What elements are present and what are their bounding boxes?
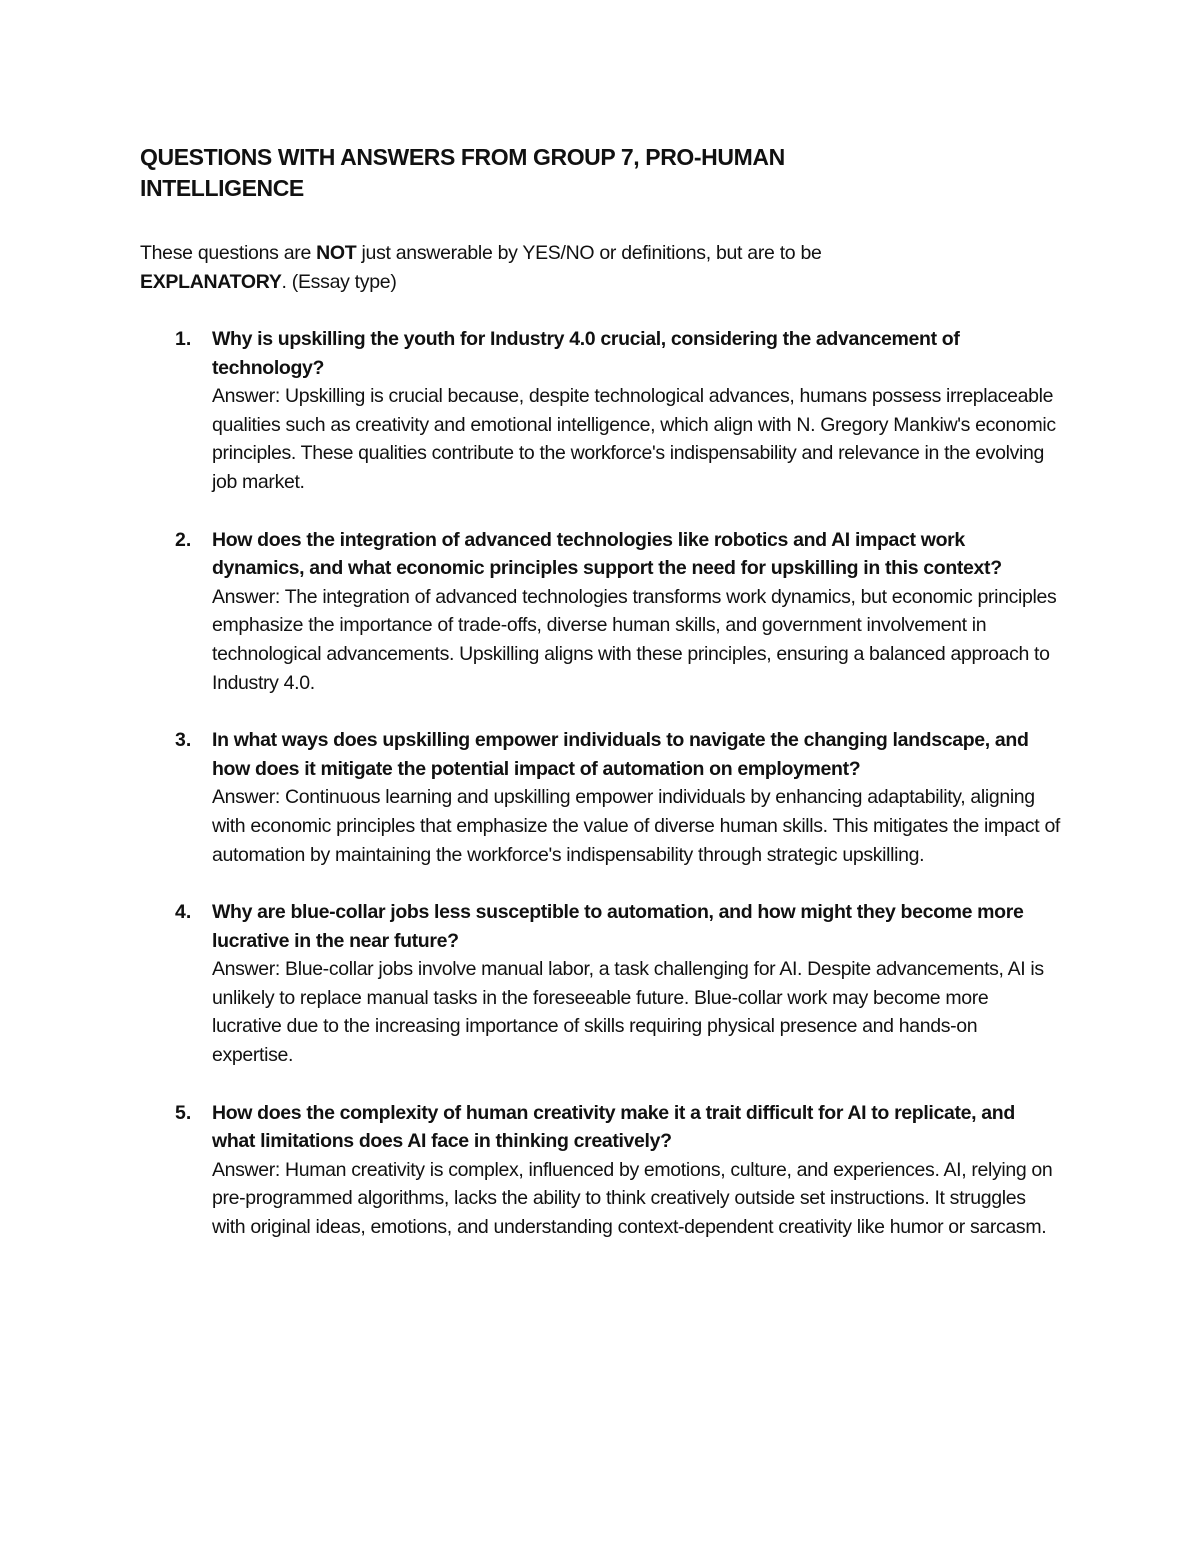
intro-paragraph xyxy=(140,239,940,297)
intro-emphasis-explanatory: EXPLANATORY xyxy=(140,271,282,293)
answer-text: Answer: Continuous learning and upskilling empower individuals by enhancing adaptability, aligning with economic principles that emphasize the value of diverse human skills. This mitigates the impact of automation by maintaining the workforce's indispensability through strategic upskilling. xyxy=(212,786,1061,866)
list-item xyxy=(140,325,1060,497)
document-title: QUESTIONS WITH ANSWERS FROM GROUP 7, PRO-HUMAN INTELLIGENCE xyxy=(140,144,785,201)
answer-text: Answer: Upskilling is crucial because, despite technological advances, humans possess irreplaceable qualities such as creativity and emotional intelligence, which align with N. Gregory Mankiw's economic principles. These qualities contribute to the workforce's indispensability and relevance in the evolving job market. xyxy=(212,385,1056,493)
list-item xyxy=(140,526,1060,698)
list-item xyxy=(140,1099,1060,1242)
answer-text: Answer: Human creativity is complex, influenced by emotions, culture, and experiences. AI, relying on pre-programmed algorithms, lacks the ability to think creatively outside set instructions. It struggles with original ideas, emotions, and understanding context-dependent creativity like humor or sarcasm. xyxy=(212,1158,1053,1239)
intro-emphasis-not: NOT xyxy=(316,242,357,264)
intro-text-2: just answerable by YES/NO or definitions, but are to be xyxy=(356,242,822,264)
answer-text: Answer: Blue-collar jobs involve manual labor, a task challenging for AI. Despite advancements, AI is unlikely to replace manual tasks in the foreseeable future. Blue-collar work may become more lucrative due to the increasing importance of skills requiring physical presence and hands-on expertise. xyxy=(212,958,1044,1067)
question-number: 4. xyxy=(175,901,192,924)
answer-text: Answer: The integration of advanced technologies transforms work dynamics, but economic principles emphasize the importance of trade-offs, diverse human skills, and government involvement in technological advancements. Upskilling aligns with these principles, ensuring a balanced approach to Industry 4.0. xyxy=(212,585,1057,694)
intro-text-1: These questions are xyxy=(140,242,317,264)
question-number: 5. xyxy=(175,1101,192,1124)
intro-text-3: . (Essay type) xyxy=(281,271,397,293)
question-number: 2. xyxy=(175,528,192,551)
question-number: 3. xyxy=(175,729,192,752)
question-number: 1. xyxy=(175,328,192,350)
question-text: Why is upskilling the youth for Industry 4.0 crucial, considering the advancement of technology? xyxy=(212,328,960,379)
question-text: How does the complexity of human creativity make it a trait difficult for AI to replicate, and what limitations does AI face in thinking creatively? xyxy=(212,1101,1015,1153)
question-list xyxy=(140,325,1060,1242)
list-item xyxy=(140,898,1060,1070)
question-text: Why are blue-collar jobs less susceptible to automation, and how might they become more lucrative in the near future? xyxy=(212,901,1024,952)
list-item xyxy=(140,726,1060,869)
question-text: In what ways does upskilling empower individuals to navigate the changing landscape, and how does it mitigate the potential impact of automation on employment? xyxy=(212,729,1029,780)
question-text: How does the integration of advanced technologies like robotics and AI impact work dynamics, and what economic principles support the need for upskilling in this context? xyxy=(212,528,1002,580)
document-page xyxy=(140,142,1060,1271)
